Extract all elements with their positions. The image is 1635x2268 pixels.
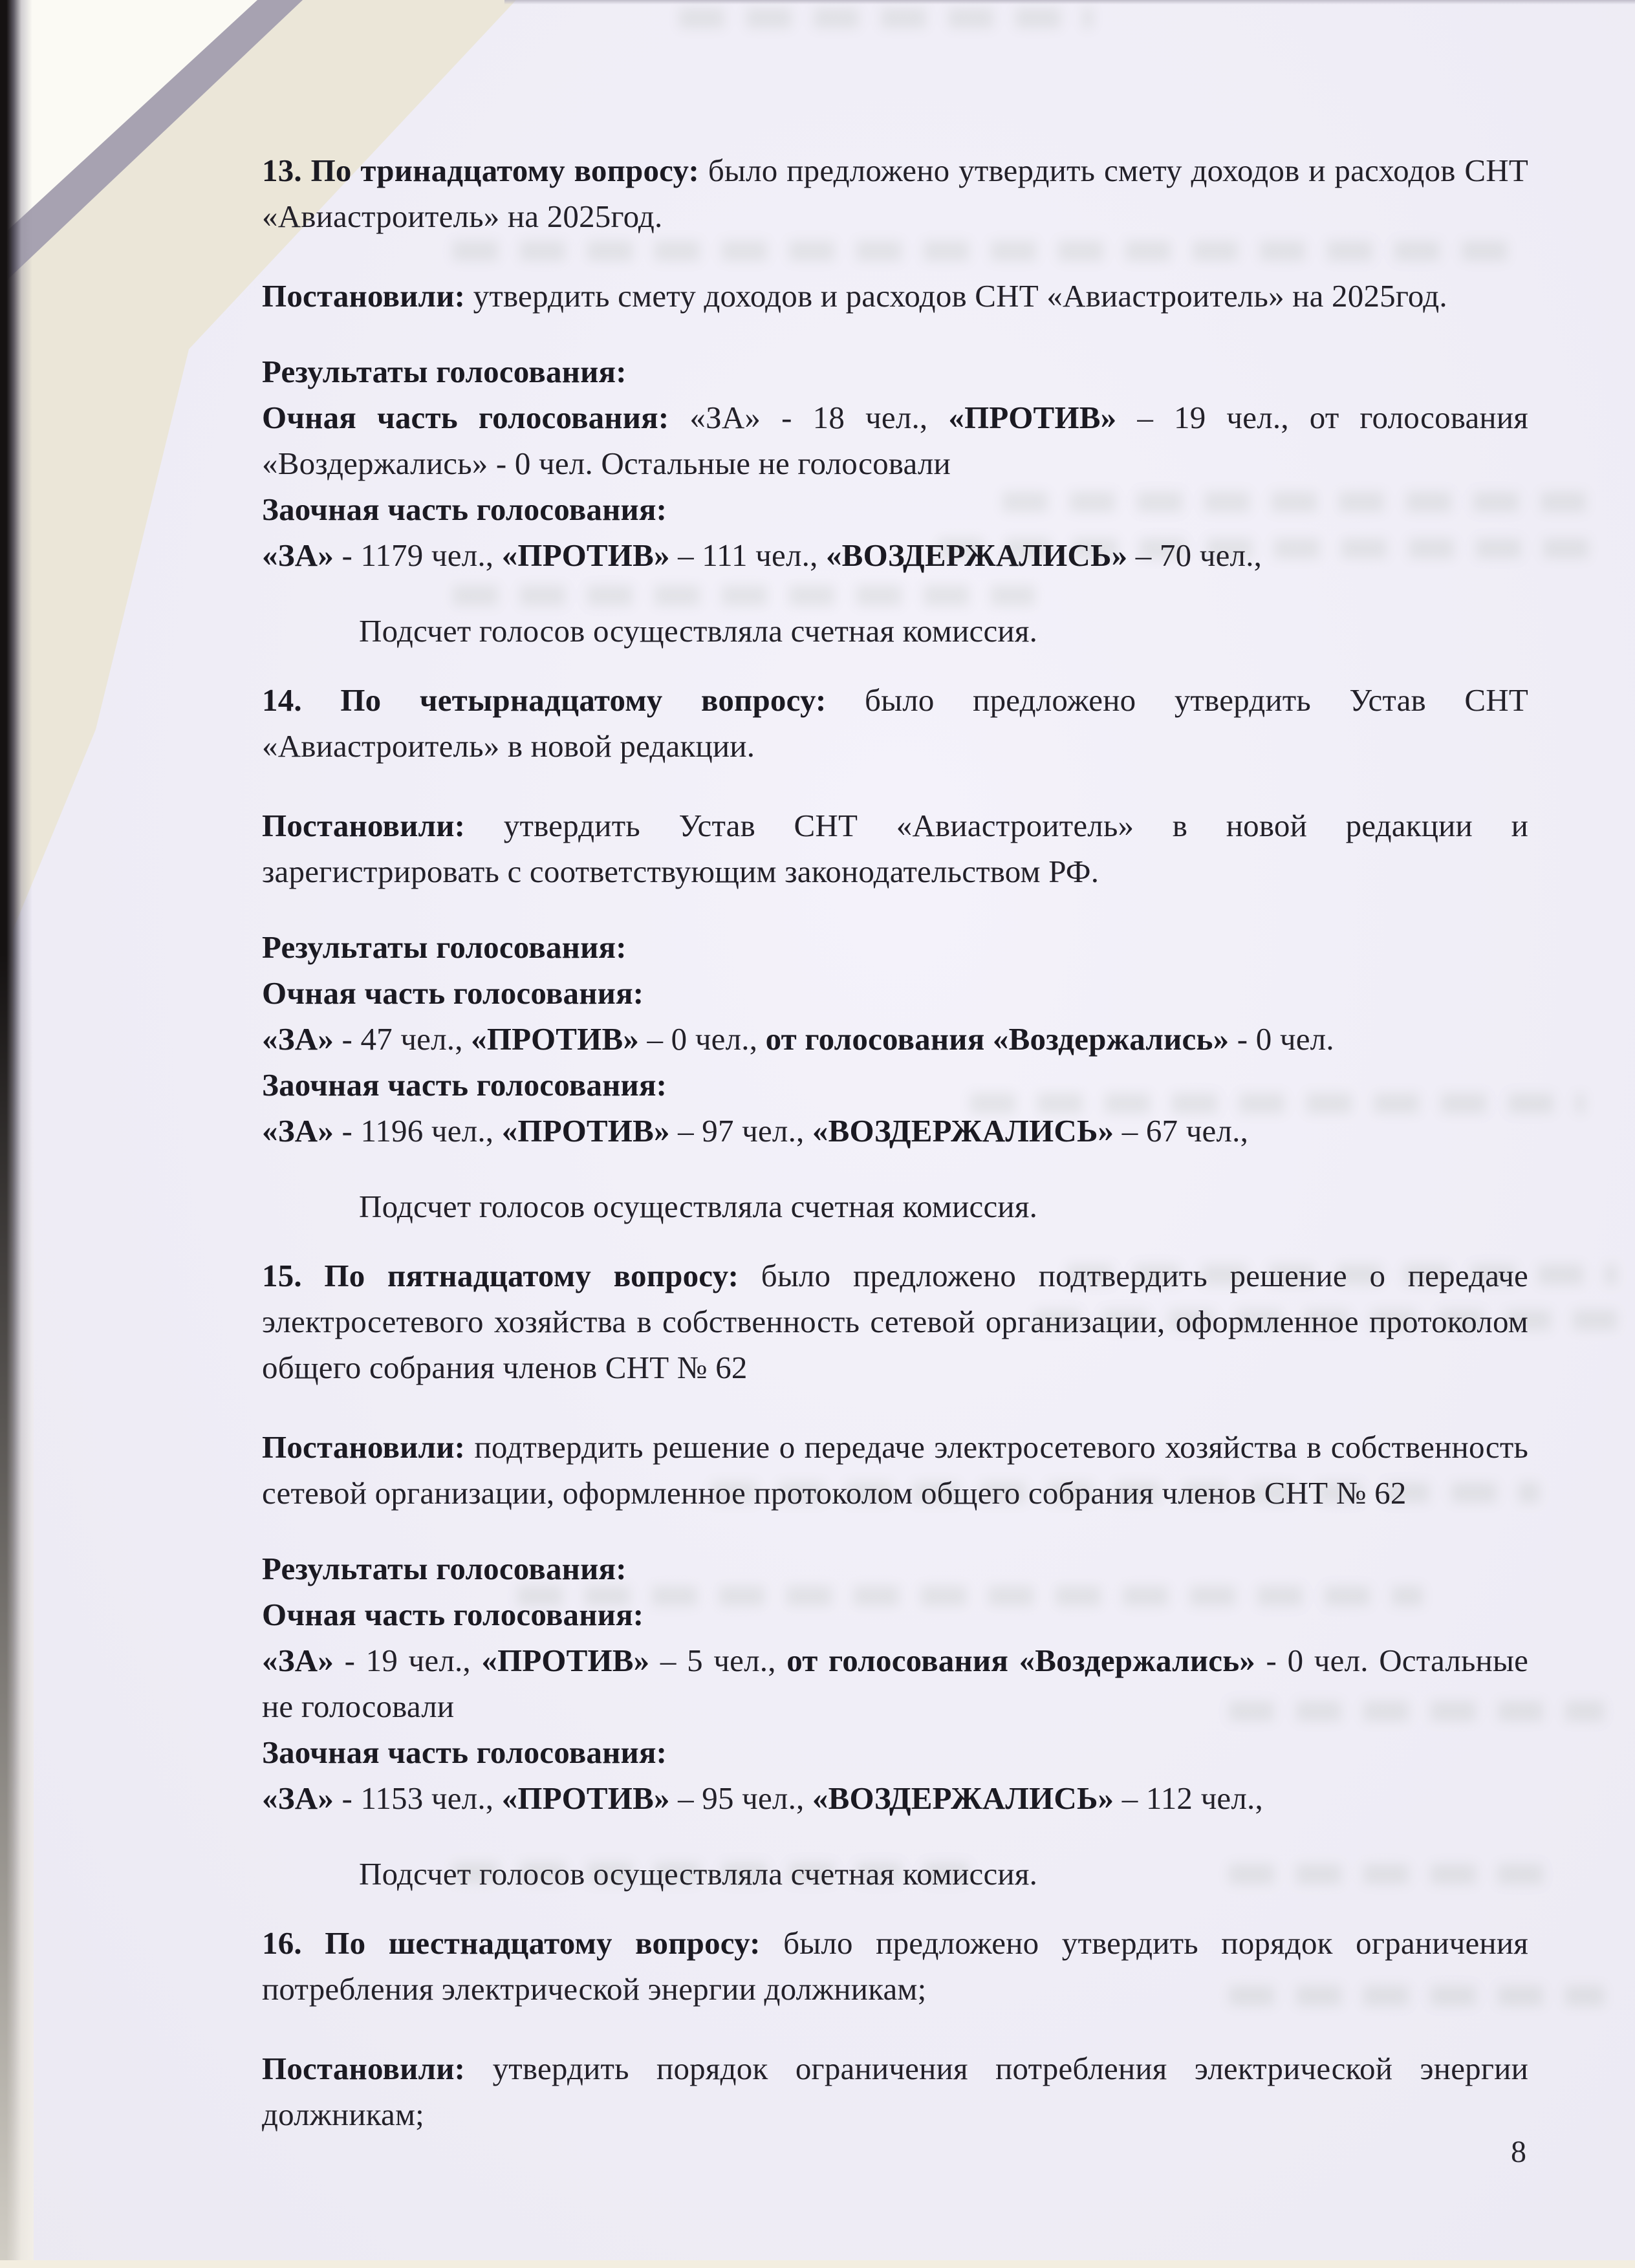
document-text bbox=[262, 147, 1528, 2137]
item-13-absentee-votes: «ЗА» - 1179 чел., «ПРОТИВ» – 111 чел., «ВОЗДЕРЖАЛИСЬ» – 70 чел., bbox=[262, 537, 1262, 573]
item-14-resolution: Постановили: утвердить Устав СНТ «Авиастроитель» в новой редакции и зарегистрировать с соответствующим законодательством РФ. bbox=[262, 808, 1528, 889]
item-14-count-note: Подсчет голосов осуществляла счетная комиссия. bbox=[359, 1189, 1038, 1224]
page-number: 8 bbox=[1511, 2135, 1526, 2169]
item-15-in-person-heading: Очная часть голосования: bbox=[262, 1597, 644, 1632]
scan-bottom-edge bbox=[0, 2260, 1635, 2268]
item-14-absentee-votes: «ЗА» - 1196 чел., «ПРОТИВ» – 97 чел., «ВОЗДЕРЖАЛИСЬ» – 67 чел., bbox=[262, 1113, 1249, 1149]
item-14-in-person-heading: Очная часть голосования: bbox=[262, 975, 644, 1011]
item-14-in-person-votes: «ЗА» - 47 чел., «ПРОТИВ» – 0 чел., от голосования «Воздержались» - 0 чел. bbox=[262, 1021, 1334, 1057]
item-14-absentee-heading: Заочная часть голосования: bbox=[262, 1067, 667, 1103]
item-13-absentee-heading: Заочная часть голосования: bbox=[262, 491, 667, 527]
item-15-count-note: Подсчет голосов осуществляла счетная комиссия. bbox=[359, 1856, 1038, 1892]
bleedthrough-artifact bbox=[679, 8, 1093, 28]
item-15-resolution: Постановили: подтвердить решение о передаче электросетевого хозяйства в собственность сетевой организации, оформленное протоколом общего собрания членов СНТ № 62 bbox=[262, 1429, 1528, 1511]
item-15-absentee-votes: «ЗА» - 1153 чел., «ПРОТИВ» – 95 чел., «ВОЗДЕРЖАЛИСЬ» – 112 чел., bbox=[262, 1780, 1263, 1816]
item-15-absentee-heading: Заочная часть голосования: bbox=[262, 1734, 667, 1770]
item-13-in-person-votes: Очная часть голосования: «ЗА» - 18 чел., «ПРОТИВ» – 19 чел., от голосования «Воздержались» - 0 чел. Остальные не голосовали bbox=[262, 400, 1529, 481]
item-16-resolution: Постановили: утвердить порядок ограничения потребления электрической энергии должникам; bbox=[262, 2051, 1528, 2132]
item-15-question: 15. По пятнадцатому вопросу: было предложено подтвердить решение о передаче электросетевого хозяйства в собственность сетевой организации, оформленное протоколом общего собрания членов СНТ № 62 bbox=[262, 1258, 1529, 1385]
item-13-question: 13. По тринадцатому вопросу: было предложено утвердить смету доходов и расходов СНТ «Авиастроитель» на 2025год. bbox=[262, 153, 1528, 234]
item-15-in-person-votes: «ЗА» - 19 чел., «ПРОТИВ» – 5 чел., от голосования «Воздержались» - 0 чел. Остальные не голосовали bbox=[262, 1643, 1529, 1724]
item-13-results-heading: Результаты голосования: bbox=[262, 354, 627, 389]
item-13-resolution: Постановили: утвердить смету доходов и расходов СНТ «Авиастроитель» на 2025год. bbox=[262, 278, 1447, 314]
item-13-count-note: Подсчет голосов осуществляла счетная комиссия. bbox=[359, 613, 1038, 649]
item-14-results-heading: Результаты голосования: bbox=[262, 929, 627, 965]
item-16-question: 16. По шестнадцатому вопросу: было предложено утвердить порядок ограничения потребления электрической энергии должникам; bbox=[262, 1925, 1528, 2007]
scan-top-edge bbox=[504, 0, 1635, 5]
item-14-question: 14. По четырнадцатому вопросу: было предложено утвердить Устав СНТ «Авиастроитель» в новой редакции. bbox=[262, 682, 1529, 764]
item-15-results-heading: Результаты голосования: bbox=[262, 1551, 627, 1586]
